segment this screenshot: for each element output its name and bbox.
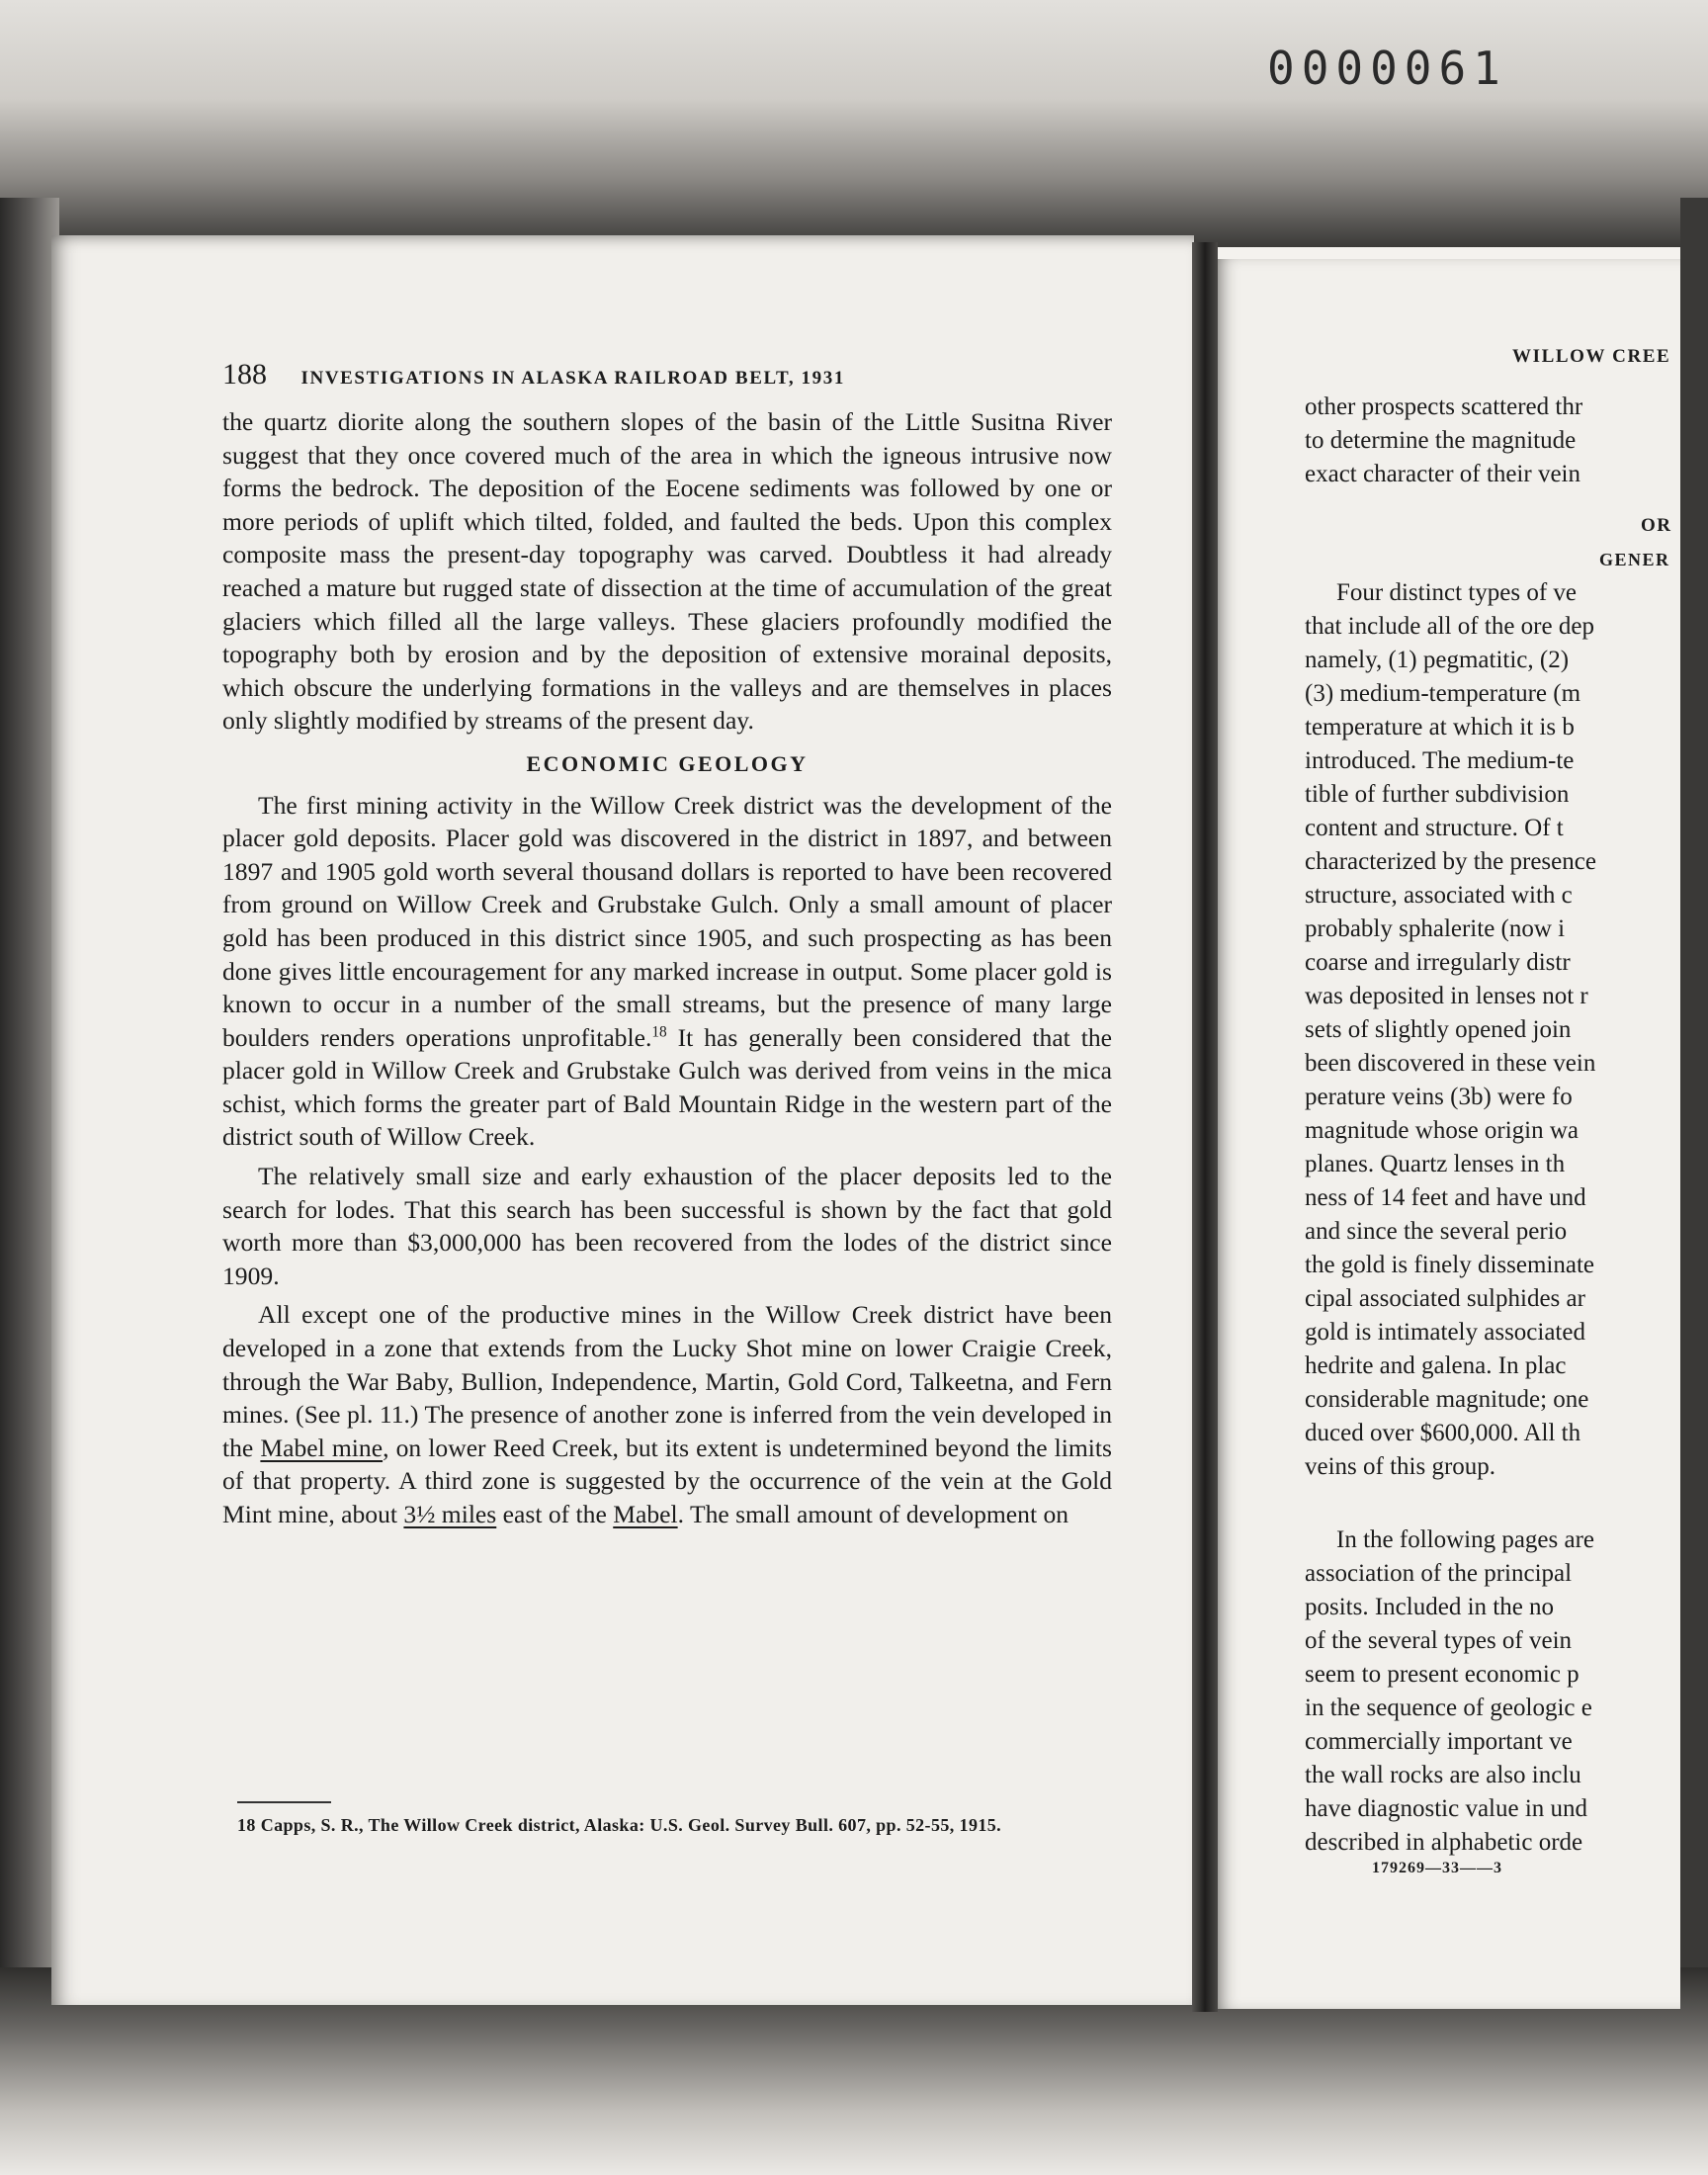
- paragraph-text: It has generally been considered that the placer gold in Willow Creek and Grubstake Gulch was derived from veins in the mica schist, which forms the greater part of Bald Mountain Ridge in the western part of the district south of Willow Creek.: [222, 1022, 1112, 1152]
- paragraph-text: . The small amount of development on: [677, 1500, 1069, 1528]
- right-text-line: probably sphalerite (now i: [1305, 915, 1566, 942]
- right-text-line: of the several types of vein: [1305, 1627, 1573, 1654]
- right-text-line: hedrite and galena. In plac: [1305, 1352, 1567, 1379]
- right-heading: OR: [1641, 515, 1672, 536]
- right-text-line: seem to present economic p: [1305, 1661, 1580, 1688]
- scan-left-edge: [0, 198, 59, 2017]
- right-text-line: association of the principal: [1305, 1560, 1573, 1587]
- right-text-line: (3) medium-temperature (m: [1305, 680, 1581, 707]
- right-mid-lines: [1305, 576, 1675, 1484]
- section-heading: ECONOMIC GEOLOGY: [526, 750, 809, 776]
- right-text-line: In the following pages are: [1336, 1526, 1595, 1553]
- paragraph-text: All except one of the productive mines in the Willow Creek district have been developed in a zone that extends from the Lucky Shot mine on lower Craigie Creek, through the War Baby, Bullion, Independence, Martin, Gold Cord, Talkeetna, and Fern mines. (See pl. 11.) The presence of another zone is inferred from the vein developed in the: [222, 1300, 1112, 1462]
- right-text-line: cipal associated sulphides ar: [1305, 1285, 1585, 1312]
- right-text-line: commercially important ve: [1305, 1728, 1573, 1755]
- right-text-line: the wall rocks are also inclu: [1305, 1762, 1581, 1788]
- right-text-line: characterized by the presence: [1305, 848, 1596, 875]
- footnote-rule: [237, 1801, 331, 1803]
- right-text-line: duced over $600,000. All th: [1305, 1420, 1581, 1446]
- right-text-line: considerable magnitude; one: [1305, 1386, 1589, 1413]
- right-text-line: gold is intimately associated: [1305, 1319, 1585, 1346]
- right-text-line: exact character of their vein: [1305, 461, 1580, 487]
- paragraph: [222, 789, 1112, 1155]
- right-text-line: been discovered in these vein: [1305, 1050, 1596, 1077]
- right-text-line: namely, (1) pegmatitic, (2): [1305, 647, 1570, 673]
- right-text-line: planes. Quartz lenses in th: [1305, 1151, 1566, 1177]
- right-text-line: in the sequence of geologic e: [1305, 1695, 1592, 1721]
- right-text-line: veins of this group.: [1305, 1453, 1496, 1480]
- right-text-line: sets of slightly opened join: [1305, 1016, 1572, 1043]
- right-text-line: have diagnostic value in und: [1305, 1795, 1588, 1822]
- right-text-line: ness of 14 feet and have und: [1305, 1184, 1586, 1211]
- right-text-line: tible of further subdivision: [1305, 781, 1570, 808]
- paragraph-text: , on lower Reed Creek, but its extent is undetermined beyond the limits of that property. A third zone is suggested by the occurrence of the vein at the Gold Mint mine, about: [222, 1433, 1112, 1528]
- paragraph: The relatively small size and early exhaustion of the placer deposits led to the search for lodes. That this search has been successful is shown by the fact that gold worth more than $3,000,000 has been recovered from the lodes of the district since 1909.: [222, 1162, 1112, 1290]
- right-text-line: coarse and irregularly distr: [1305, 949, 1571, 976]
- underlined-mine-name: Mabel: [613, 1500, 678, 1528]
- right-text-line: was deposited in lenses not r: [1305, 983, 1588, 1009]
- right-text-line: magnitude whose origin wa: [1305, 1117, 1580, 1144]
- running-head: INVESTIGATIONS IN ALASKA RAILROAD BELT, 1931: [300, 368, 845, 389]
- right-page-body: [1305, 341, 1675, 1923]
- right-top-lines: [1305, 391, 1675, 491]
- footnote-reference: 18: [651, 1023, 667, 1041]
- right-text-line: temperature at which it is b: [1305, 714, 1575, 740]
- paragraph-text: east of the: [496, 1500, 614, 1528]
- right-text-line: other prospects scattered thr: [1305, 393, 1583, 420]
- right-text-line: the gold is finely disseminate: [1305, 1252, 1595, 1278]
- scan-top-shadow: [0, 0, 1708, 247]
- left-page-header: [222, 358, 1112, 392]
- right-text-line: introduced. The medium-te: [1305, 747, 1575, 774]
- right-text-line: that include all of the ore dep: [1305, 613, 1594, 640]
- right-text-line: Four distinct types of ve: [1336, 579, 1578, 606]
- paragraph: [222, 1298, 1112, 1530]
- right-text-line: content and structure. Of t: [1305, 815, 1564, 841]
- archive-stamp-number: 0000061: [1267, 42, 1507, 95]
- right-bottom-lines: [1305, 1523, 1675, 1860]
- scan-right-edge: [1680, 198, 1708, 2017]
- page-number: 188: [222, 358, 267, 391]
- left-page-body: [222, 405, 1112, 1531]
- underlined-distance: 3½ miles: [403, 1500, 497, 1528]
- paragraph-continued: the quartz diorite along the southern slopes of the basin of the Little Susitna River suggest that they once covered much of the area in which the igneous intrusive now forms the bedrock. The deposition of the Eocene sediments was followed by one or more periods of uplift which tilted, folded, and faulted the beds. Upon this complex composite mass the present-day topography was carved. Doubtless it had already reached a mature but rugged state of dissection at the time of accumulation of the great glaciers which filled all the large valleys. These glaciers profoundly modified the topography both by erosion and by the deposition of extensive morainal deposits, which obscure the underlying formations in the valleys and are themselves in places only slightly modified by streams of the present day.: [222, 407, 1112, 736]
- printer-signature: 179269—33——3: [1372, 1860, 1502, 1876]
- footnote: 18 Capps, S. R., The Willow Creek district, Alaska: U.S. Geol. Survey Bull. 607, pp. 52-55, 1915.: [237, 1815, 1002, 1835]
- right-text-line: described in alphabetic orde: [1305, 1829, 1583, 1856]
- right-text-line: posits. Included in the no: [1305, 1594, 1555, 1620]
- right-text-line: structure, associated with c: [1305, 882, 1573, 909]
- right-text-line: and since the several perio: [1305, 1218, 1568, 1245]
- right-page-running-head: WILLOW CREE: [1512, 346, 1671, 367]
- paragraph-text: The first mining activity in the Willow Creek district was the development of the placer gold deposits. Placer gold was discovered in the district in 1897, and between 1897 and 1905 gold worth several thousand dollars is reported to have been recovered from ground on Willow Creek and Grubstake Gulch. Only a small amount of placer gold has been produced in this district since 1905, and such prospecting as has been done gives little encouragement for any marked increase in output. Some placer gold is known to occur in a number of the small streams, but the presence of many large boulders renders operations unprofitable.: [222, 790, 1112, 1052]
- right-text-line: perature veins (3b) were fo: [1305, 1084, 1573, 1110]
- right-text-line: to determine the magnitude: [1305, 427, 1577, 454]
- right-subheading: GENER: [1599, 550, 1670, 569]
- book-gutter: [1192, 242, 1218, 2012]
- underlined-mine-name: Mabel mine: [260, 1433, 384, 1462]
